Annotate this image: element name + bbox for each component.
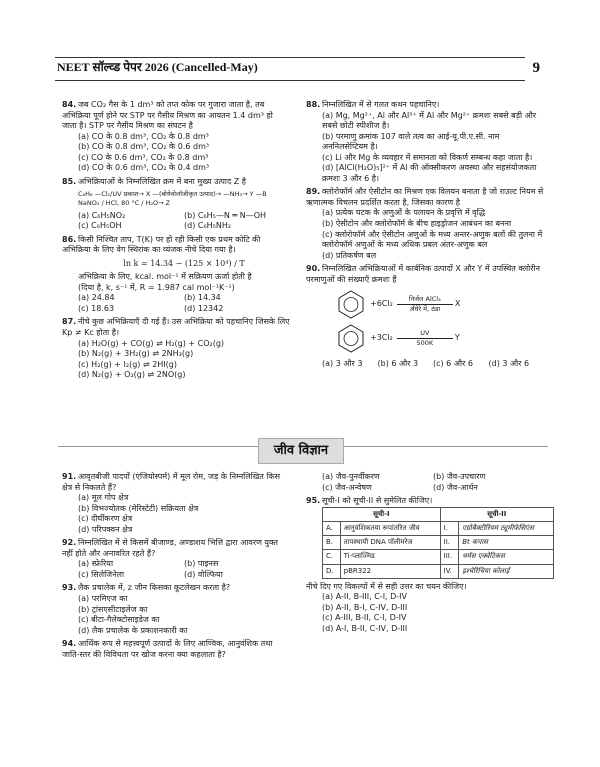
question-number: 92.	[62, 538, 77, 548]
question-text: अभिक्रियाओं के निम्नलिखित क्रम में बना मुख्य उत्पाद Z है	[78, 176, 247, 186]
question-number: 93.	[62, 583, 77, 593]
option: (c) बीटा-गैलेक्टोसाइडेज का	[78, 615, 160, 625]
reagent: +3Cl₂	[370, 333, 393, 343]
benzene-ring-icon	[336, 289, 366, 319]
benzene-ring-icon	[336, 323, 366, 353]
question-number: 94.	[62, 639, 77, 649]
option: (d) प्रतिकर्षण बल	[322, 250, 377, 260]
table-cell: IV.	[440, 564, 459, 578]
option: (d) A-I, B-II, C-IV, D-III	[322, 624, 408, 633]
table-cell: III.	[440, 550, 459, 564]
reaction-scheme: C₆H₆ —Cl₂/UV प्रकाश→ X —(बोयेवोलॉजीकृत उत्पाद)→ —NH₃→ Y —B NaNO₂ / HCl, 80 °C / H₂O→ Z	[78, 190, 267, 207]
table-cell: एग्रोबैक्टीरियम ट्यूमीफेसिएंस	[459, 521, 554, 535]
option: (a) प्रत्येक घटक के अणुओं के पलायन के प्रवृत्ति में वृद्धि	[322, 208, 486, 218]
table-row	[323, 536, 554, 550]
question-86	[62, 235, 290, 315]
question-number: 90.	[306, 264, 321, 274]
option: (d) परिपक्वन क्षेत्र	[78, 524, 133, 534]
given-data: (दिया है, k, s⁻¹ में, R = 1.987 cal mol⁻¹K⁻¹)	[78, 282, 235, 292]
question-number: 85.	[62, 176, 77, 186]
reagent: +6Cl₂	[370, 299, 393, 309]
table-cell: II.	[440, 536, 459, 550]
question-92	[62, 538, 290, 580]
header-title: NEET सॉल्व्ड पेपर 2026 (Cancelled-May)	[57, 60, 258, 74]
section-title: जीव विज्ञान	[258, 438, 344, 464]
option: (b) परमाणु क्रमांक 107 वाले तत्व का आई-यू.पी.ए.सी. नाम अननिलसेप्टियम है।	[322, 131, 500, 152]
table-cell: Ti-प्लाज्मिड	[340, 550, 440, 564]
question-subtext: नीचे दिए गए विकल्पों में से सही उत्तर का चयन कीजिए।	[306, 581, 467, 591]
question-87	[62, 317, 290, 380]
reaction-1	[306, 289, 544, 319]
option: (d) 3 और 6	[488, 359, 530, 369]
option: (a) 24.84	[78, 293, 115, 303]
question-number: 89.	[306, 187, 321, 197]
option: (d) 12342	[184, 303, 224, 313]
option: (d) CO के 0.6 dm³, CO₂ के 0.4 dm³	[78, 163, 210, 173]
question-94-options	[306, 472, 544, 493]
question-text: निम्नलिखित अभिक्रियाओं में कार्बनिक उत्पादों X और Y में उपस्थित क्लोरीन परमाणुओं की संख्याएँ क्रमशः हैं	[306, 264, 540, 284]
rate-formula: ln k = 14.34 − (125 × 10⁴) / T	[123, 258, 245, 268]
table-header: सूची-I	[323, 507, 441, 521]
question-text: लैक प्रचालेक में, z जीन किसका कूटलेखन करता है?	[78, 583, 231, 593]
question-93	[62, 583, 290, 636]
question-text: आवृतबीजी पादपों (एंजियोस्पर्म) में मूल रोम, जड़ के निम्नलिखित किस क्षेत्र से निकलते हैं?	[62, 472, 280, 492]
option: (c) सिलेजिनेला	[78, 569, 125, 579]
question-number: 86.	[62, 234, 77, 244]
table-cell: A.	[323, 521, 341, 535]
option: (b) 6 और 3	[377, 359, 419, 369]
question-text: जब CO₂ गैस के 1 dm³ को तप्त कोक पर गुजारा जाता है, तब अभिक्रिया पूर्ण होने पर STP पर गैसीय मिश्रण का आयतन 1.4 dm³ हो जाता है। STP पर गैसीय मिश्रण का संघटन है	[62, 100, 273, 131]
option: (c) Li और Mg के व्यवहार में समानता को विकर्ण सम्बन्ध कहा जाता है।	[322, 152, 533, 162]
question-number: 91.	[62, 472, 77, 481]
question-text: निम्नलिखित में से किसमें बीजाण्ड, अण्डाशय भित्ति द्वारा आवरण युक्त नहीं होते और अनावरित रहते हैं?	[62, 538, 278, 558]
options-row	[306, 359, 544, 370]
option: (c) 18.63	[78, 303, 115, 313]
option: (b) A-II, B-I, C-IV, D-III	[322, 602, 408, 612]
option: (a) स्फ्रेरिया	[78, 559, 114, 569]
right-column-bottom	[306, 472, 544, 638]
option: (c) CO के 0.6 dm³, CO₂ के 0.8 dm³	[78, 152, 209, 162]
option: (b) 14.34	[184, 293, 221, 303]
option: (c) C₆H₅OH	[78, 221, 122, 231]
page-header	[55, 57, 540, 83]
question-text: क्लोरोफॉर्म और ऐसीटोन का मिश्रण एक विलयन बनाता है जो राउल्ट नियम से ऋणात्मक विचलन प्रदर्शित करता है, जिसका कारण है	[306, 187, 544, 207]
condition-bottom: 500K	[416, 338, 434, 347]
question-94	[62, 639, 290, 660]
table-cell: तापस्थायी DNA पॉलीमरेज	[340, 536, 440, 550]
left-column-bottom	[62, 472, 290, 663]
option: (d) जैव-आर्थन	[433, 482, 478, 492]
table-cell: B.	[323, 536, 341, 550]
question-text: निम्नलिखित में से गलत कथन पहचानिए।	[322, 100, 440, 109]
product: X	[454, 299, 461, 309]
question-number: 84.	[62, 100, 77, 109]
option: (a) C₆H₅NO₂	[78, 210, 126, 220]
question-88	[306, 100, 544, 184]
table-header-row	[323, 507, 554, 521]
table-row	[323, 550, 554, 564]
option: (c) दीर्घीकरण क्षेत्र	[78, 514, 133, 524]
option: (b) जैव-उपचारण	[433, 472, 486, 481]
question-85	[62, 177, 290, 232]
option: (b) N₂(g) + 3H₂(g) ⇌ 2NH₃(g)	[78, 349, 194, 359]
table-cell: C.	[323, 550, 341, 564]
option: (d) लैक प्रचालेक के प्रकाशनकारी का	[78, 625, 188, 635]
option: (d) वोल्फिया	[184, 569, 223, 579]
match-table	[322, 507, 554, 579]
table-row	[323, 564, 554, 578]
condition-top: निर्जल AlCl₃	[408, 295, 441, 304]
table-cell: D.	[323, 564, 341, 578]
right-column-top	[306, 100, 544, 373]
product: Y	[454, 333, 460, 343]
option: (c) 6 और 6	[433, 359, 473, 369]
table-cell: Bt कपास	[459, 536, 554, 550]
option: (a) CO के 0.8 dm³, CO₂ के 0.8 dm³	[78, 131, 209, 141]
question-text: सूची-I को सूची-II से सुमेलित कीजिए।	[322, 496, 433, 506]
option: (d) C₆H₅NH₂	[184, 221, 232, 231]
option: (c) A-III, B-II, C-I, D-IV	[322, 613, 407, 623]
option: (d) N₂(g) + O₂(g) ⇌ 2NO(g)	[78, 370, 186, 380]
option: (b) C₆H₅—N ═ N—OH	[184, 210, 267, 220]
table-cell: pBR322	[340, 564, 440, 578]
table-cell: I.	[440, 521, 459, 535]
option: (b) विभज्योतक (मेरिस्टेटी) सक्रियता क्षेत्र	[78, 503, 199, 513]
option: (a) H₂O(g) + CO(g) ⇌ H₂(g) + CO₂(g)	[78, 338, 225, 348]
option: (b) ऐसीटोन और क्लोरोफॉर्म के बीच हाइड्रोजन आबंधन का बनना	[322, 219, 512, 229]
option: (b) पाइनस	[184, 559, 219, 569]
table-cell: इश्चेरिचिया कोलाई	[459, 564, 554, 578]
option: (c) जैव-अन्वेषण	[322, 482, 372, 492]
question-84	[62, 100, 290, 174]
question-text: आर्थिक रूप से महत्त्वपूर्ण उत्पादों के लिए आण्विक, आनुवंशिक तथा जाति-स्तर की विविधता पर खोज करना क्या कहलाता है?	[62, 639, 273, 659]
option: (a) 3 और 3	[322, 359, 363, 369]
question-number: 87.	[62, 317, 77, 327]
option: (d) [AlCl(H₂O)₅]²⁺ में Al की ऑक्सीकरण अवस्था और सहसंयोजकता क्रमशः 3 और 6 है।	[322, 163, 537, 183]
option: (b) CO के 0.8 dm³, CO₂ के 0.6 dm³	[78, 142, 210, 152]
left-column-top	[62, 100, 290, 384]
question-91	[62, 472, 290, 535]
option: (a) जैव-पुनर्वीकरण	[322, 472, 380, 481]
question-number: 88.	[306, 100, 321, 109]
condition-top: UV	[420, 329, 430, 338]
option: (c) H₂(g) + I₂(g) ⇌ 2HI(g)	[78, 359, 177, 369]
option: (a) मूल गोप क्षेत्र	[78, 493, 129, 503]
question-90	[306, 264, 544, 370]
question-subtext: अभिक्रिया के लिए, kcal. mol⁻¹ में सक्रियण ऊर्जा होती है	[78, 272, 252, 282]
table-cell: थर्मस एक्वेटिकस	[459, 550, 554, 564]
table-row	[323, 521, 554, 535]
question-95	[306, 496, 544, 634]
question-text: नीचे कुछ अभिक्रियाएँ दी गई हैं। उस अभिक्रिया को पहचानिए जिसके लिए Kp ≠ Kc होता है।	[62, 317, 290, 337]
option: (a) Mg, Mg²⁺, Al और Al³⁺ में Al और Mg²⁺ क्रमशः सबसे बड़ी और सबसे छोटी स्पीशीज है।	[322, 110, 537, 131]
table-cell: आनुवंशिकतया रूपांतरित जीव	[340, 521, 440, 535]
option: (a) A-II, B-III, C-I, D-IV	[322, 592, 408, 602]
condition-bottom: अँधेरे में, ठंडा	[409, 304, 441, 313]
question-number: 95.	[306, 496, 321, 506]
option: (b) ट्रांसएसीटाइलेज का	[78, 604, 148, 614]
question-text: किसी निश्चित ताप, T(K) पर हो रही किसी एक प्रथम कोटि की अभिक्रिया के लिए वेग स्थिरांक का व्यंजक नीचे दिया गया है।	[62, 234, 261, 255]
option: (a) परमिएज का	[78, 594, 128, 604]
page-number: 9	[532, 60, 540, 76]
table-header: सूची-II	[440, 507, 553, 521]
question-89	[306, 187, 544, 261]
reaction-2	[306, 323, 544, 353]
option: (c) क्लोरोफॉर्म और ऐसीटोन अणुओं के मध्य अन्तर-अणुक बलों की तुलना में क्लोरोफॉर्म अणुओं के मध्य अधिक प्रबल अंतर-अणुक बल	[322, 229, 543, 250]
